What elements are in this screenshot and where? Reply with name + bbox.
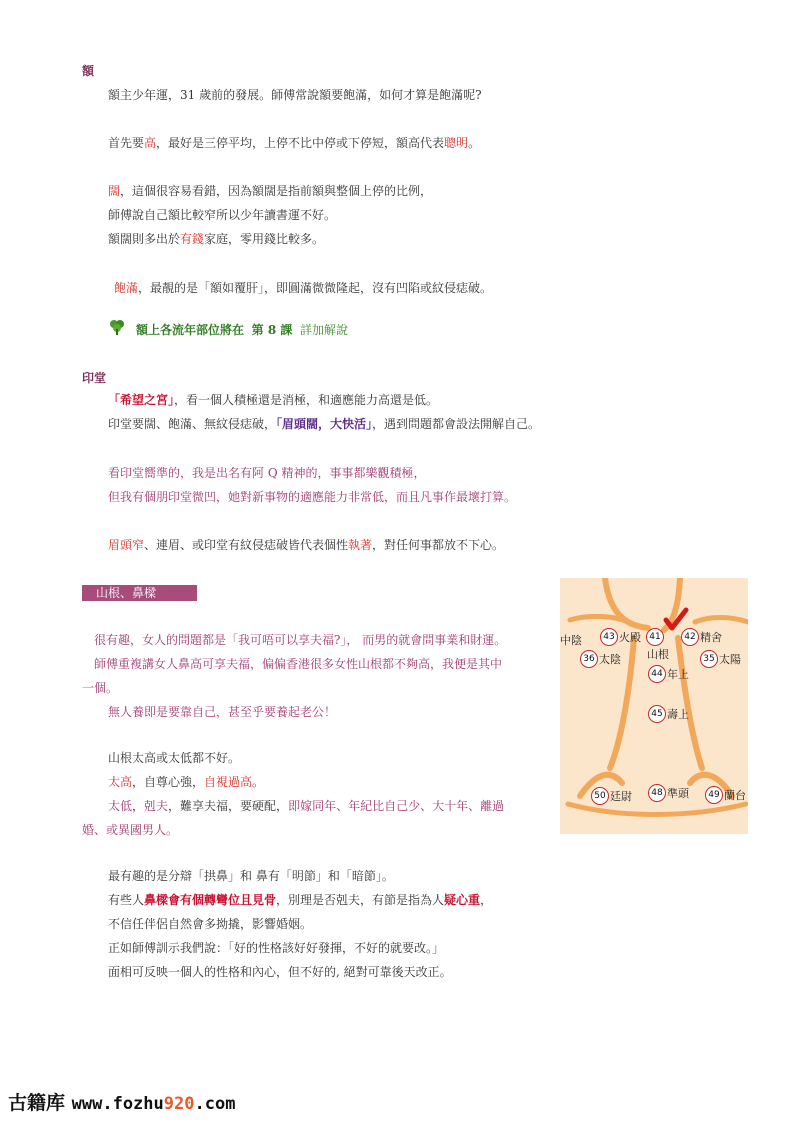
marker-48: 48 準頭 [648,784,689,802]
marker-45: 45 壽上 [648,705,689,723]
heading-yintang: 印堂 [82,371,107,385]
footer-url: www.fozhu920.com [71,1094,236,1114]
paragraph: 額主少年運，31 歲前的發展。師傅常說額要飽滿，如何才算是飽滿呢? [108,88,482,102]
paragraph: 最有趣的是分辯「拱鼻」和 鼻有「明節」和「暗節」。 [108,869,394,883]
paragraph: 太低，剋夫，難享夫福，要硬配，即嫁同年、年紀比自己少、大十年、離過 [108,799,505,813]
paragraph: 正如師傅訓示我們說：「好的性格該好好發揮，不好的就要改。」 [108,941,445,955]
marker-43: 43 火殿 [600,628,641,646]
face-position-chart [560,578,748,834]
paragraph: 飽滿，最靚的是「額如覆肝」，即圓滿微微隆起，沒有凹陷或紋侵痣破。 [114,281,493,295]
paragraph: 無人養即是要靠自己，甚至乎要養起老公！ [108,705,337,719]
paragraph: 師傅說自己額比較窄所以少年讀書運不好。 [108,208,337,222]
clover-icon [108,319,126,335]
paragraph: 很有趣，女人的問題都是「我可唔可以享夫福?」， 而男的就會問事業和財運。 [94,633,507,647]
paragraph: 太高，自尊心強，自視過高。 [108,775,265,789]
paragraph: 一個。 [82,681,119,695]
marker-50: 50 廷尉 [591,787,632,805]
marker-42: 42 精舍 [681,628,722,646]
marker-44: 44 年上 [648,665,689,683]
footer-brand: 古籍库 [8,1092,66,1114]
paragraph: 印堂要闊、飽滿、無紋侵痣破，「眉頭闊，大快活」，遇到問題都會設法開解自己。 [108,417,541,431]
lesson-note: 額上各流年部位將在 第 8 課 詳加解說 [136,323,349,337]
paragraph: 不信任伴侶自然會多拗撬，影響婚姻。 [108,917,313,931]
marker-36: 36 太陰 [580,650,621,668]
paragraph: 首先要高，最好是三停平均，上停不比中停或下停短，額高代表聰明。 [108,136,481,150]
heading-forehead: 額 [82,64,95,78]
paragraph: 面相可反映一個人的性格和內心，但不好的, 絕對可靠後天改正。 [108,965,452,979]
paragraph: 但我有個朋印堂微凹，她對新事物的適應能力非常低，而且凡事作最壞打算。 [108,490,517,504]
paragraph: 師傅重複講女人鼻高可享夫福，偏偏香港很多女性山根都不夠高，我便是其中 [94,657,503,671]
marker-zhongyin: 中陰 [560,634,582,647]
paragraph: 眉頭窄、連眉、或印堂有紋侵痣破皆代表個性執著，對任何事都放不下心。 [108,538,505,552]
paragraph: 額闊則多出於有錢家庭，零用錢比較多。 [108,232,325,246]
footer-watermark [8,1088,235,1115]
marker-41-label: 山根 [647,648,669,661]
marker-49: 49 蘭台 [705,786,746,804]
marker-41: 41 [646,628,665,646]
paragraph: 看印堂嚮準的，我是出名有阿 Q 精神的，事事都樂觀積極， [108,466,426,480]
paragraph: 有些人鼻樑會有個轉彎位且見骨，別理是否剋夫，有節是指為人疑心重， [108,893,493,907]
paragraph: 闊，這個很容易看錯，因為額闊是指前額與整個上停的比例， [108,184,433,198]
section-bar-nose: 山根、鼻樑 [82,585,197,601]
paragraph: 婚、或異國男人。 [82,823,179,837]
paragraph: 山根太高或太低都不好。 [108,751,241,765]
marker-35: 35 太陽 [700,650,741,668]
paragraph: 「希望之宮」，看一個人積極還是消極，和適應能力高還是低。 [108,393,439,407]
